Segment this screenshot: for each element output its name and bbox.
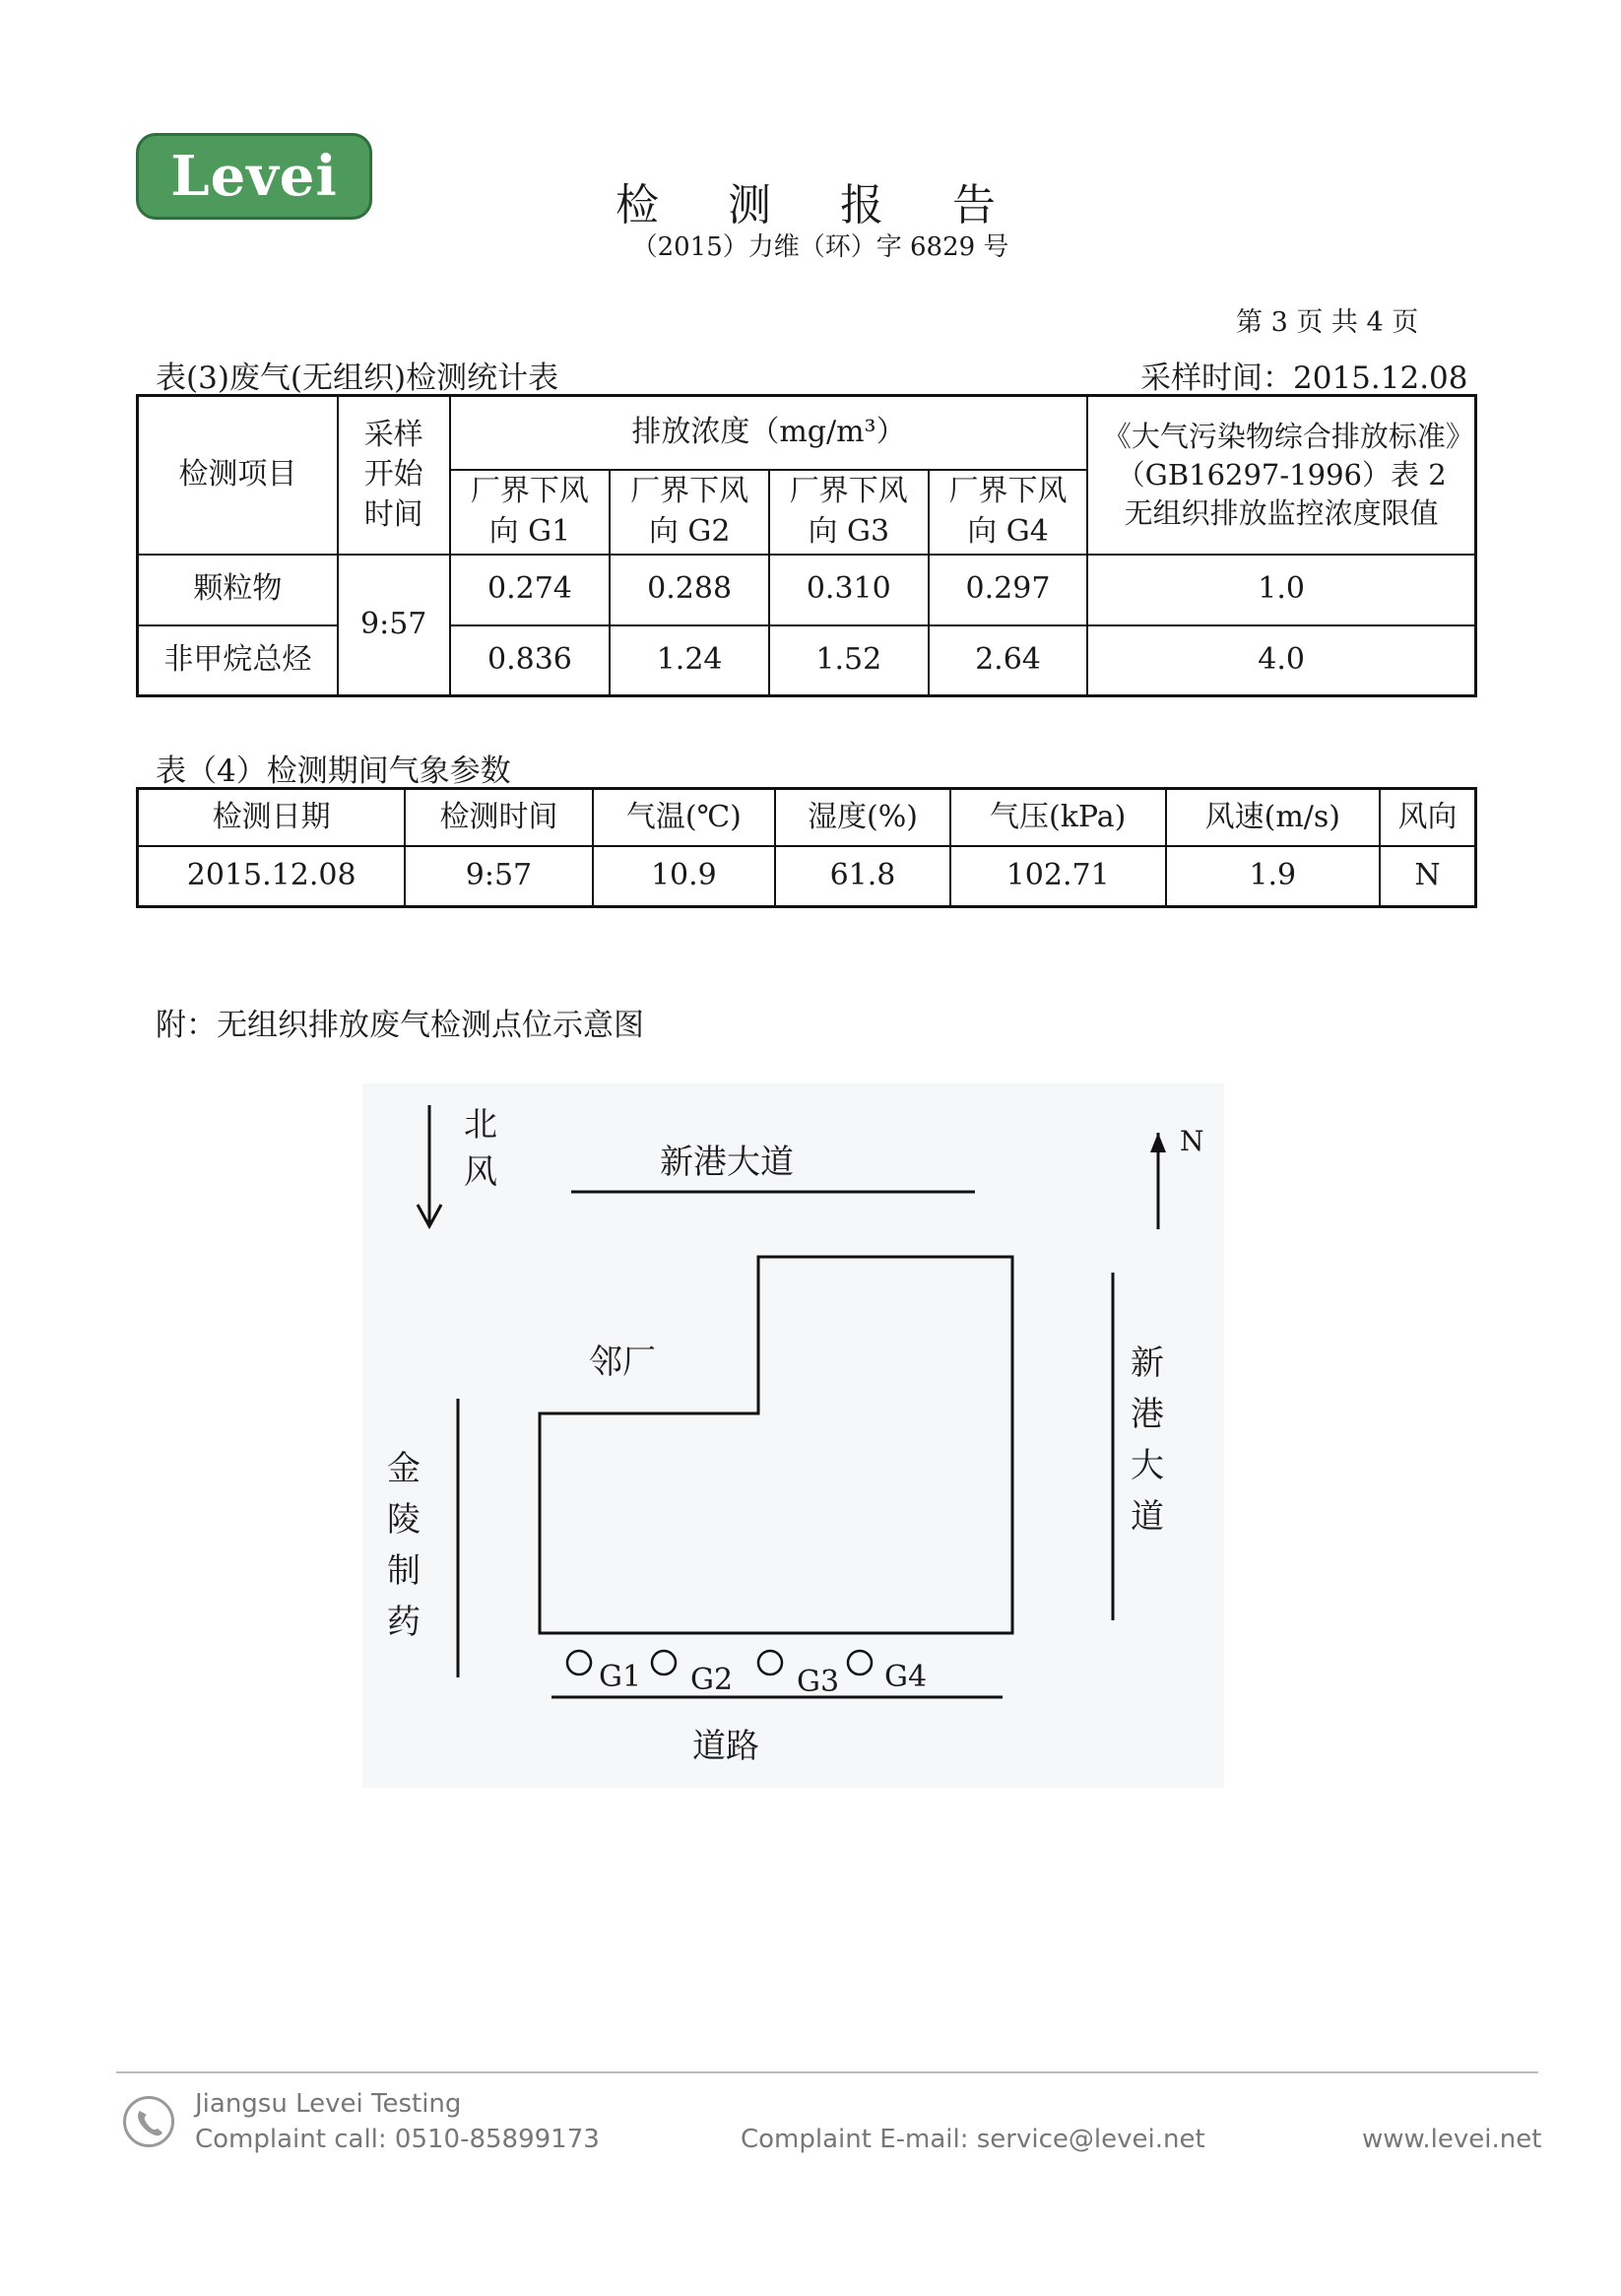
factory-outline bbox=[540, 1257, 1012, 1633]
header-date: 检测日期 bbox=[138, 789, 406, 846]
header-item: 检测项目 bbox=[138, 396, 338, 555]
header-g4: 厂界下风向 G4 bbox=[929, 470, 1088, 555]
cell-limit: 4.0 bbox=[1087, 625, 1475, 696]
header-time: 检测时间 bbox=[405, 789, 592, 846]
sampling-time: 采样时间：2015.12.08 bbox=[1140, 361, 1468, 396]
row-item: 颗粒物 bbox=[138, 555, 338, 625]
cell-g4: 0.297 bbox=[929, 555, 1088, 625]
cell-wind-speed: 1.9 bbox=[1166, 846, 1380, 907]
cell-humidity: 61.8 bbox=[775, 846, 950, 907]
sampling-start-time: 9:57 bbox=[338, 555, 450, 696]
report-title: 检测报告 bbox=[616, 180, 1065, 230]
cell-g1: 0.274 bbox=[450, 555, 611, 625]
diagram-caption: 附：无组织排放废气检测点位示意图 bbox=[156, 1008, 644, 1043]
point-g4-marker bbox=[848, 1651, 872, 1674]
header-g2: 厂界下风向 G2 bbox=[610, 470, 769, 555]
header-wind-speed: 风速(m/s) bbox=[1166, 789, 1380, 846]
cell-pressure: 102.71 bbox=[950, 846, 1166, 907]
page-info: 第 3 页 共 4 页 bbox=[1236, 307, 1419, 338]
wind-label: 北风 bbox=[464, 1105, 497, 1192]
header-wind-direction: 风向 bbox=[1380, 789, 1476, 846]
footer-complaint-email[interactable]: Complaint E-mail: service@levei.net bbox=[741, 2125, 1205, 2154]
row-item: 非甲烷总烃 bbox=[138, 625, 338, 696]
bottom-road-label: 道路 bbox=[692, 1727, 759, 1766]
header-g3: 厂界下风向 G3 bbox=[769, 470, 929, 555]
cell-date: 2015.12.08 bbox=[138, 846, 406, 907]
north-label: N bbox=[1180, 1125, 1204, 1157]
right-road-label: 新港大道 bbox=[1131, 1344, 1164, 1537]
cell-temperature: 10.9 bbox=[593, 846, 776, 907]
footer-divider bbox=[116, 2071, 1538, 2073]
footer-complaint-call: Complaint call: 0510-85899173 bbox=[195, 2125, 600, 2154]
point-g2-marker bbox=[652, 1651, 676, 1674]
cell-g1: 0.836 bbox=[450, 625, 611, 696]
header-standard: 《大气污染物综合排放标准》（GB16297-1996）表 2 无组织排放监控浓度限值 bbox=[1087, 396, 1475, 555]
header-g1: 厂界下风向 G1 bbox=[450, 470, 611, 555]
table4-caption: 表（4）检测期间气象参数 bbox=[156, 754, 511, 789]
cell-time: 9:57 bbox=[405, 846, 592, 907]
weather-table bbox=[136, 787, 1477, 908]
table3-caption: 表(3)废气(无组织)检测统计表 bbox=[156, 361, 559, 396]
cell-g3: 1.52 bbox=[769, 625, 929, 696]
emission-table bbox=[136, 394, 1477, 697]
table-row bbox=[138, 846, 1476, 907]
point-g1-label: G1 bbox=[599, 1660, 642, 1694]
header-start-time: 采样开始时间 bbox=[338, 396, 450, 555]
left-neighbor-label: 金陵制药 bbox=[387, 1449, 421, 1642]
header-temperature: 气温(℃) bbox=[593, 789, 776, 846]
neighbor-factory-label: 邻厂 bbox=[589, 1343, 656, 1382]
phone-icon bbox=[123, 2096, 174, 2147]
point-g1-marker bbox=[567, 1651, 591, 1674]
point-g3-marker bbox=[758, 1651, 782, 1674]
header-concentration: 排放浓度（mg/m³） bbox=[450, 396, 1088, 470]
table-header-row bbox=[138, 789, 1476, 846]
table-row bbox=[138, 555, 1476, 625]
footer-company: Jiangsu Levei Testing bbox=[195, 2089, 462, 2119]
cell-g2: 0.288 bbox=[610, 555, 769, 625]
cell-wind-direction: N bbox=[1380, 846, 1476, 907]
north-arrow-head bbox=[1150, 1133, 1166, 1152]
footer-website-link[interactable]: www.levei.net bbox=[1362, 2125, 1542, 2154]
document-number: （2015）力维（环）字 6829 号 bbox=[631, 232, 1009, 262]
header-pressure: 气压(kPa) bbox=[950, 789, 1166, 846]
point-g3-label: G3 bbox=[797, 1665, 840, 1699]
cell-g4: 2.64 bbox=[929, 625, 1088, 696]
header-humidity: 湿度(%) bbox=[775, 789, 950, 846]
cell-g3: 0.310 bbox=[769, 555, 929, 625]
point-g4-label: G4 bbox=[884, 1660, 928, 1694]
cell-limit: 1.0 bbox=[1087, 555, 1475, 625]
point-g2-label: G2 bbox=[690, 1663, 734, 1697]
logo-text: Levei bbox=[170, 144, 338, 209]
monitoring-point-diagram bbox=[362, 1083, 1224, 1788]
cell-g2: 1.24 bbox=[610, 625, 769, 696]
top-road-label: 新港大道 bbox=[660, 1143, 794, 1182]
